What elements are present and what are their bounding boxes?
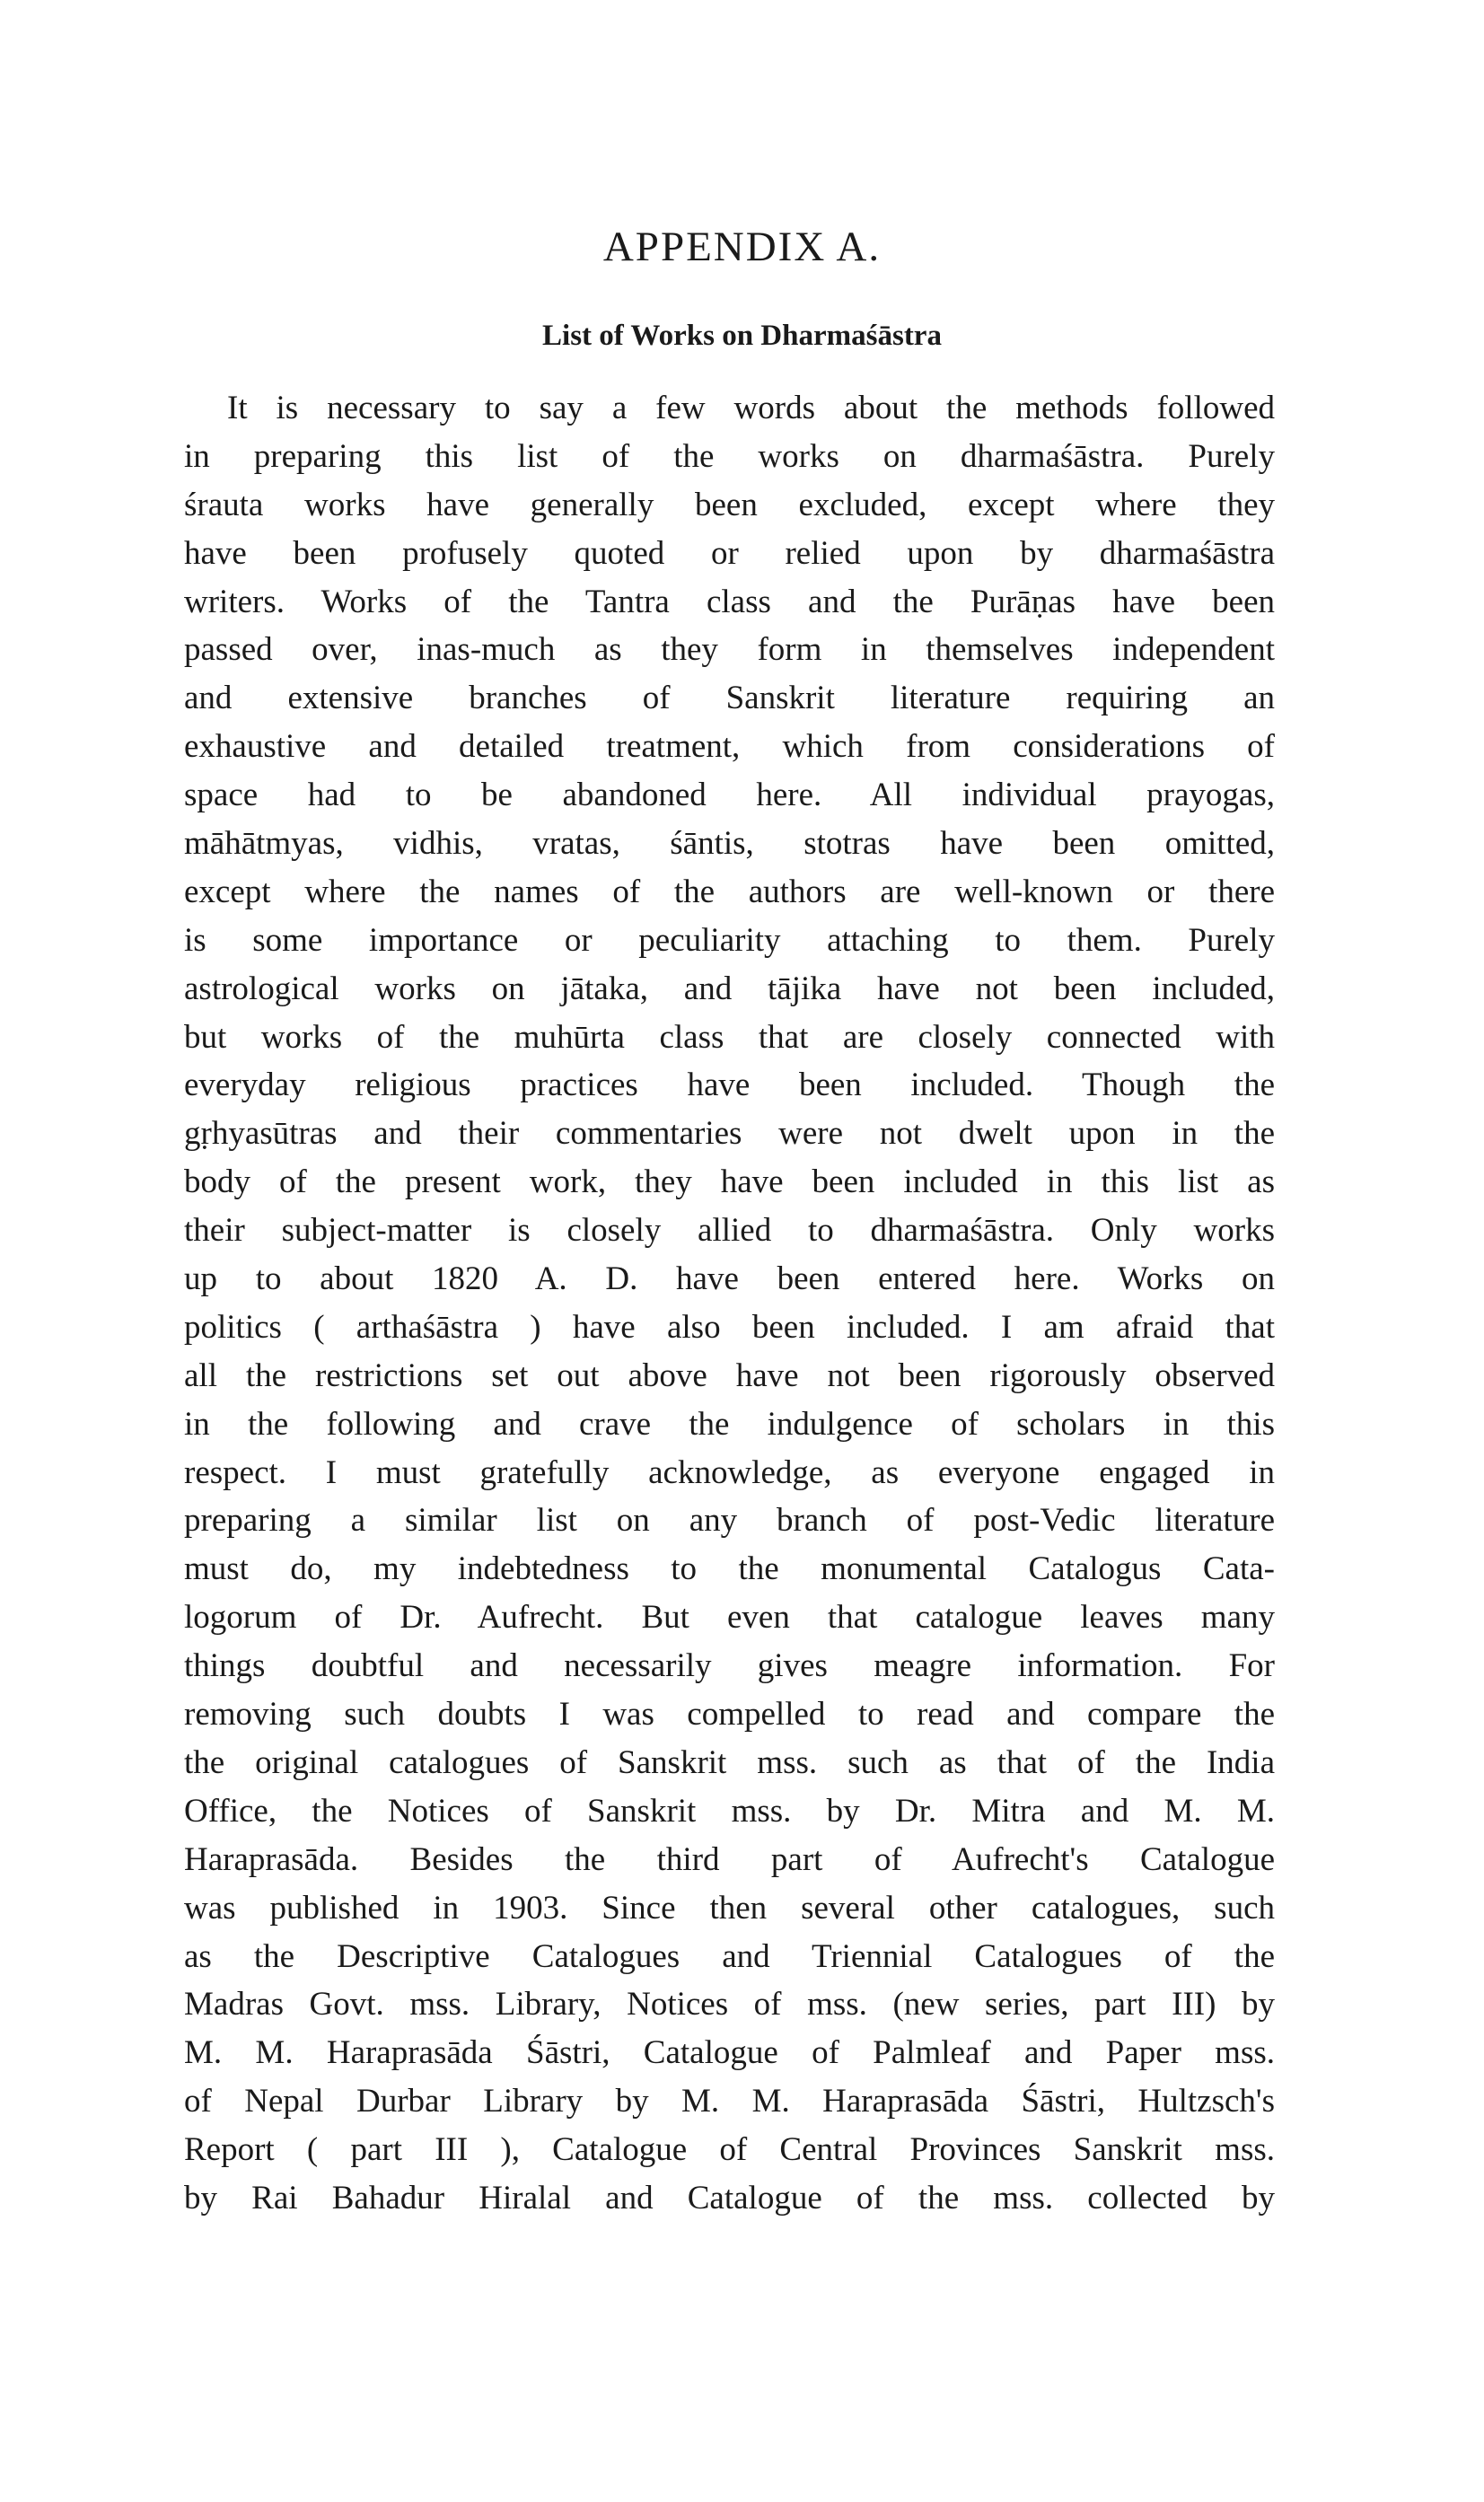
body-paragraph [184, 384, 1275, 2223]
text-line: in preparing this list of the works on dharmaśāstra. Purely [184, 437, 1275, 475]
text-line: is some importance or peculiarity attaching to them. Purely [184, 921, 1275, 959]
text-line: have been profusely quoted or relied upon by dharmaśāstra [184, 534, 1275, 572]
text-line: Report ( part III ), Catalogue of Central Provinces Sanskrit mss. [184, 2131, 1275, 2169]
text-line: as the Descriptive Catalogues and Triennial Catalogues of the [184, 1937, 1275, 1975]
text-line: was published in 1903. Since then several other catalogues, such [184, 1889, 1275, 1927]
text-line: except where the names of the authors are well-known or there [184, 873, 1275, 910]
text-line: of Nepal Durbar Library by M. M. Haraprasāda Śāstri, Hultzsch's [184, 2083, 1275, 2120]
text-line: body of the present work, they have been included in this list as [184, 1163, 1275, 1201]
text-line: Haraprasāda. Besides the third part of Aufrecht's Catalogue [184, 1840, 1275, 1878]
text-line: gṛhyasūtras and their commentaries were not dwelt upon in the [184, 1115, 1275, 1153]
text-line: M. M. Haraprasāda Śāstri, Catalogue of Palmleaf and Paper mss. [184, 2034, 1275, 2072]
text-line: their subject-matter is closely allied to dharmaśāstra. Only works [184, 1212, 1275, 1250]
text-line: space had to be abandoned here. All individual prayogas, [184, 777, 1275, 814]
text-line: śrauta works have generally been excluded, except where they [184, 486, 1275, 523]
page-title: APPENDIX A. [602, 224, 882, 270]
text-line: preparing a similar list on any branch of post-Vedic literature [184, 1502, 1275, 1540]
text-line: exhaustive and detailed treatment, which from considerations of [184, 728, 1275, 766]
text-line: by Rai Bahadur Hiralal and Catalogue of the mss. collected by [184, 2179, 1275, 2217]
text-line: logorum of Dr. Aufrecht. But even that catalogue leaves many [184, 1599, 1275, 1637]
text-line: politics ( arthaśāstra ) have also been included. I am afraid that [184, 1308, 1275, 1346]
text-line: Madras Govt. mss. Library, Notices of mss. (new series, part III) by [184, 1986, 1275, 2024]
text-line: up to about 1820 A. D. have been entered here. Works on [184, 1260, 1275, 1298]
text-line: removing such doubts I was compelled to read and compare the [184, 1696, 1275, 1734]
text-line: astrological works on jātaka, and tājika have not been included, [184, 970, 1275, 1007]
text-line: writers. Works of the Tantra class and the Purāṇas have been [184, 583, 1275, 620]
text-line: respect. I must gratefully acknowledge, as everyone engaged in [184, 1453, 1275, 1491]
text-line: and extensive branches of Sanskrit literature requiring an [184, 680, 1275, 717]
text-line: but works of the muhūrta class that are closely connected with [184, 1018, 1275, 1056]
section-subtitle: List of Works on Dharmaśāstra [542, 320, 942, 352]
text-line: in the following and crave the indulgence of scholars in this [184, 1405, 1275, 1443]
text-line: all the restrictions set out above have not been rigorously observed [184, 1356, 1275, 1394]
text-line: must do, my indebtedness to the monumental Catalogus Cata- [184, 1550, 1275, 1588]
text-line: the original catalogues of Sanskrit mss. such as that of the India [184, 1743, 1275, 1781]
text-line: everyday religious practices have been included. Though the [184, 1067, 1275, 1104]
text-line: passed over, inas-much as they form in themselves independent [184, 631, 1275, 669]
text-line: things doubtful and necessarily gives meagre information. For [184, 1647, 1275, 1685]
text-line: It is necessary to say a few words about the methods followed [227, 390, 1275, 426]
text-line: māhātmyas, vidhis, vratas, śāntis, stotras have been omitted, [184, 825, 1275, 863]
text-line: Office, the Notices of Sanskrit mss. by Dr. Mitra and M. M. [184, 1792, 1275, 1830]
